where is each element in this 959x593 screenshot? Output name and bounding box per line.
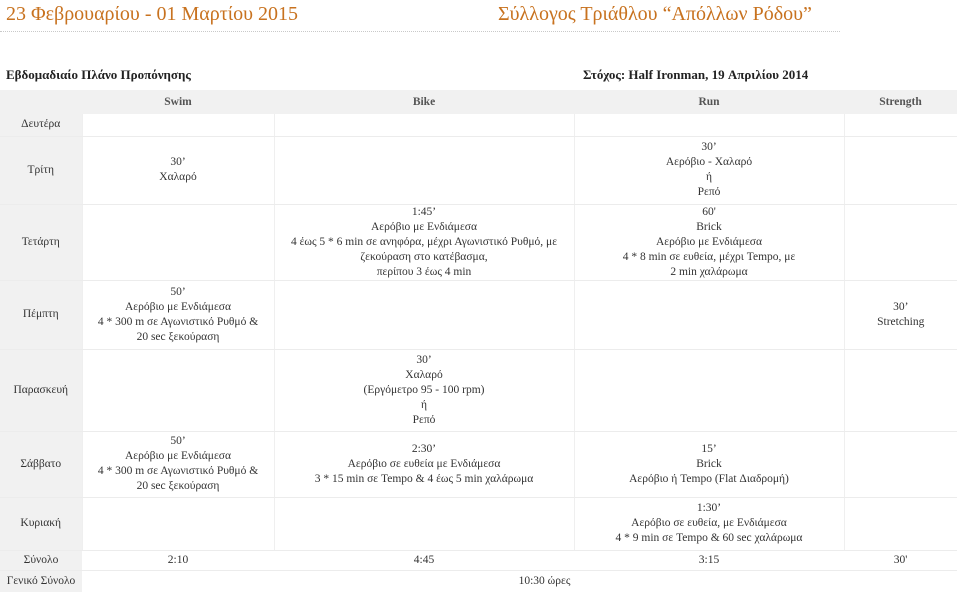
workout-line: 4 έως 5 * 6 min σε ανηφόρα, μέχρι Αγωνιστικό Ρυθμό, με bbox=[290, 235, 558, 248]
header-divider bbox=[0, 31, 840, 32]
workout-line: Stretching bbox=[877, 315, 925, 328]
workout-line: Brick bbox=[696, 457, 722, 470]
column-header-bike: Bike bbox=[274, 90, 574, 114]
workout-line: Αερόβιο σε ευθεία με Ενδιάμεσα bbox=[347, 457, 501, 470]
swim-cell bbox=[82, 136, 274, 204]
run-cell bbox=[574, 349, 844, 431]
table-row bbox=[0, 114, 957, 136]
workout-line: ζεκούραση στο κατέβασμα, bbox=[360, 250, 488, 263]
workout-line: 30’ bbox=[701, 141, 717, 153]
workout-line: 4 * 9 min σε Tempo & 60 sec χαλάρωμα bbox=[615, 532, 803, 544]
bike-cell bbox=[274, 114, 574, 136]
workout-line: 30’ bbox=[170, 156, 186, 168]
table-row bbox=[0, 497, 957, 550]
bike-cell bbox=[274, 431, 574, 497]
bike-total: 4:45 bbox=[274, 550, 574, 570]
strength-cell bbox=[844, 204, 957, 280]
workout-line: Αερόβιο με Ενδιάμεσα bbox=[124, 450, 232, 462]
club-name: Σύλλογος Τριάθλου “Απόλλων Ρόδου” bbox=[498, 3, 812, 25]
grand-total-value: 10:30 ώρες bbox=[518, 574, 571, 587]
bike-cell bbox=[274, 204, 574, 280]
workout-line: Αερόβιο με Ενδιάμεσα bbox=[655, 235, 763, 248]
grand-total-label: Γενικό Σύνολο bbox=[0, 570, 82, 592]
swim-cell bbox=[82, 204, 274, 280]
workout-line: Ρεπό bbox=[412, 413, 436, 426]
strength-cell bbox=[844, 497, 957, 550]
workout-line: 30’ bbox=[893, 300, 909, 313]
workout-line: 2:30’ bbox=[411, 442, 437, 455]
table-row bbox=[0, 204, 957, 280]
strength-cell bbox=[844, 136, 957, 204]
bike-cell bbox=[274, 349, 574, 431]
training-plan-table bbox=[0, 90, 957, 593]
run-cell bbox=[574, 431, 844, 497]
workout-line: 20 sec ξεκούραση bbox=[136, 330, 220, 343]
swim-cell bbox=[82, 349, 274, 431]
workout-line: Αερόβιο - Χαλαρό bbox=[665, 156, 753, 168]
workout-line: Χαλαρό bbox=[159, 171, 197, 183]
workout-line: περίπου 3 έως 4 min bbox=[376, 265, 472, 278]
workout-line: ή bbox=[420, 398, 427, 411]
workout-line: Αερόβιο με Ενδιάμεσα bbox=[124, 300, 232, 313]
workout-line: 2 min χαλάρωμα bbox=[670, 265, 748, 278]
swim-cell bbox=[82, 114, 274, 136]
bike-cell bbox=[274, 497, 574, 550]
day-label: Παρασκευή bbox=[0, 349, 82, 431]
day-label: Πέμπτη bbox=[0, 280, 82, 349]
workout-line: 30’ bbox=[416, 353, 432, 366]
workout-line: Αερόβιο σε ευθεία, με Ενδιάμεσα bbox=[631, 517, 787, 529]
day-label: Τρίτη bbox=[0, 136, 82, 204]
plan-title: Εβδομαδιαίο Πλάνο Προπόνησης bbox=[6, 67, 191, 82]
workout-line: Αερόβιο με Ενδιάμεσα bbox=[370, 220, 478, 233]
totals-label: Σύνολο bbox=[0, 550, 82, 570]
column-header-strength: Strength bbox=[844, 90, 957, 114]
table-row bbox=[0, 280, 957, 349]
swim-cell bbox=[82, 497, 274, 550]
workout-line: 4 * 300 m σε Αγωνιστικό Ρυθμό & bbox=[97, 465, 259, 477]
bike-cell bbox=[274, 280, 574, 349]
day-label: Σάββατο bbox=[0, 431, 82, 497]
strength-cell bbox=[844, 349, 957, 431]
run-cell bbox=[574, 136, 844, 204]
workout-line: 3 * 15 min σε Tempo & 4 έως 5 min χαλάρωμα bbox=[314, 472, 534, 485]
table-header-row bbox=[0, 90, 957, 114]
workout-line: (Εργόμετρο 95 - 100 rpm) bbox=[363, 383, 485, 396]
workout-line: 60' bbox=[702, 205, 716, 218]
strength-total: 30' bbox=[844, 550, 957, 570]
run-total: 3:15 bbox=[574, 550, 844, 570]
workout-line: ή bbox=[705, 171, 712, 183]
strength-cell bbox=[844, 431, 957, 497]
workout-line: 50’ bbox=[170, 435, 186, 447]
run-cell bbox=[574, 280, 844, 349]
day-label: Κυριακή bbox=[0, 497, 82, 550]
swim-total: 2:10 bbox=[82, 550, 274, 570]
strength-cell bbox=[844, 114, 957, 136]
workout-line: Brick bbox=[696, 220, 722, 233]
week-dates: 23 Φεβρουαρίου - 01 Μαρτίου 2015 bbox=[6, 3, 299, 25]
table-row bbox=[0, 136, 957, 204]
bike-cell bbox=[274, 136, 574, 204]
workout-line: 1:30’ bbox=[696, 502, 722, 514]
table-row bbox=[0, 431, 957, 497]
day-label: Τετάρτη bbox=[0, 204, 82, 280]
workout-line: 1:45’ bbox=[411, 205, 437, 218]
workout-line: Ρεπό bbox=[697, 186, 721, 198]
swim-cell bbox=[82, 431, 274, 497]
workout-line: 20 sec ξεκούραση bbox=[136, 480, 220, 492]
run-cell bbox=[574, 497, 844, 550]
strength-cell bbox=[844, 280, 957, 349]
workout-line: 15’ bbox=[701, 442, 717, 455]
workout-line: 50’ bbox=[170, 285, 186, 298]
plan-goal: Στόχος: Half Ironman, 19 Απριλίου 2014 bbox=[583, 67, 809, 82]
header-corner bbox=[0, 90, 82, 114]
workout-line: 4 * 300 m σε Αγωνιστικό Ρυθμό & bbox=[97, 315, 259, 328]
run-cell bbox=[574, 114, 844, 136]
totals-row bbox=[0, 550, 957, 570]
column-header-run: Run bbox=[574, 90, 844, 114]
workout-line: Χαλαρό bbox=[405, 368, 443, 381]
run-cell bbox=[574, 204, 844, 280]
table-row bbox=[0, 349, 957, 431]
column-header-swim: Swim bbox=[82, 90, 274, 114]
workout-line: Αερόβιο ή Tempo (Flat Διαδρομή) bbox=[629, 472, 789, 485]
day-label: Δευτέρα bbox=[0, 114, 82, 136]
swim-cell bbox=[82, 280, 274, 349]
workout-line: 4 * 8 min σε ευθεία, μέχρι Tempo, με bbox=[622, 250, 796, 263]
